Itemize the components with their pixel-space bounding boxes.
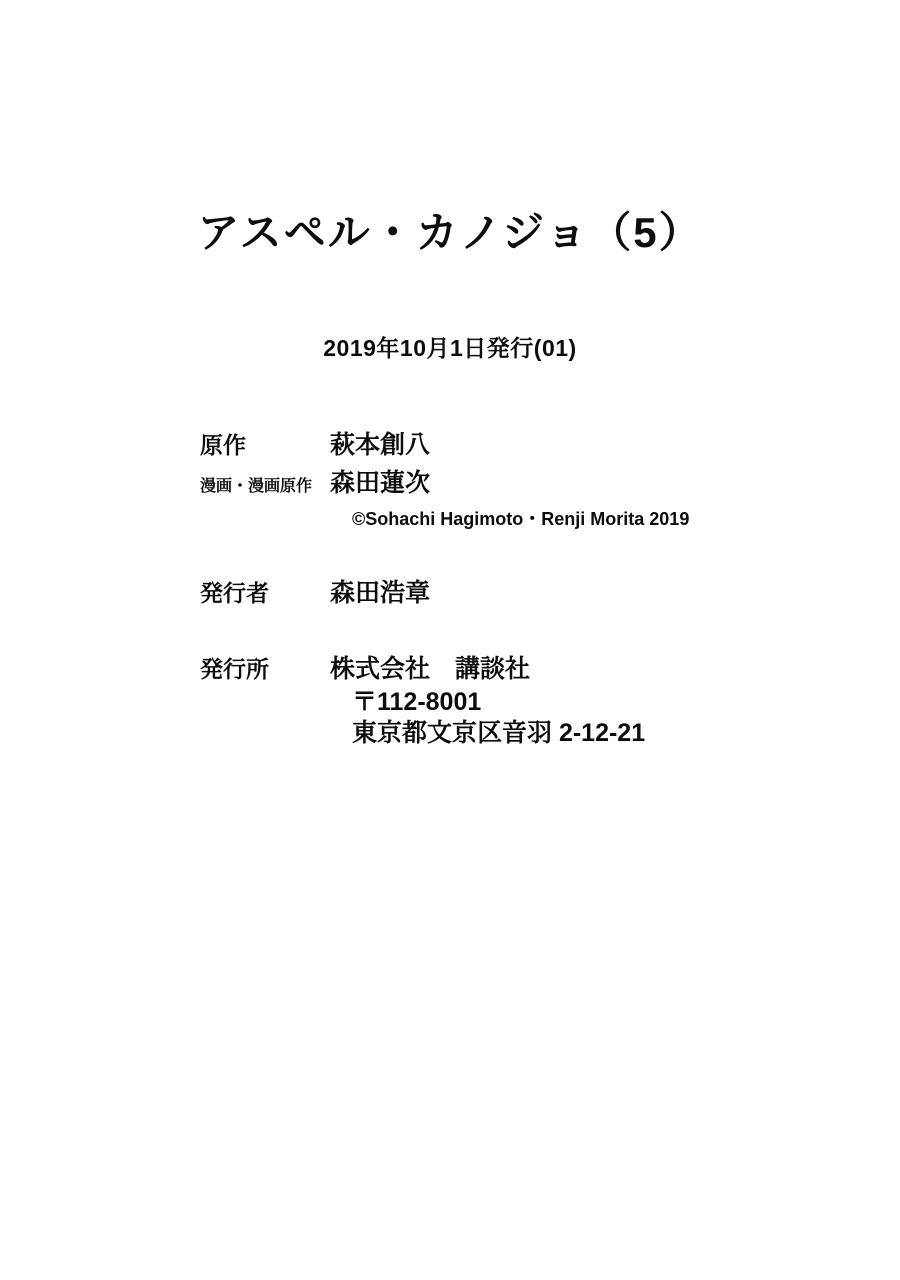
credit-value-manga: 森田蓮次 xyxy=(330,469,431,497)
credit-row xyxy=(200,649,820,685)
credit-value-original-story: 萩本創八 xyxy=(330,431,431,459)
imprint-block xyxy=(200,649,820,750)
credit-row xyxy=(200,573,820,609)
publisher-block xyxy=(200,573,820,609)
imprint-company: 株式会社 講談社 xyxy=(330,655,531,683)
credit-value-publisher-person: 森田浩章 xyxy=(330,579,431,607)
credit-label-manga: 漫画・漫画原作 xyxy=(200,478,313,495)
copyright-notice: ©Sohachi Hagimoto・Renji Morita 2019 xyxy=(352,509,690,529)
credit-label-imprint: 発行所 xyxy=(200,656,269,682)
credit-label-original-story: 原作 xyxy=(200,432,246,458)
imprint-postal-code: 〒112-8001 xyxy=(352,688,482,716)
imprint-address: 東京都文京区音羽 2-12-21 xyxy=(352,719,646,748)
credit-row xyxy=(200,425,820,461)
page-title: アスペル・カノジョ（5） xyxy=(197,209,703,256)
imprint-address-lines xyxy=(352,687,820,750)
credit-label-publisher-person: 発行者 xyxy=(200,580,269,606)
credits-block xyxy=(200,425,820,750)
credit-row xyxy=(200,463,820,499)
publication-date: 2019年10月1日発行(01) xyxy=(323,335,577,361)
